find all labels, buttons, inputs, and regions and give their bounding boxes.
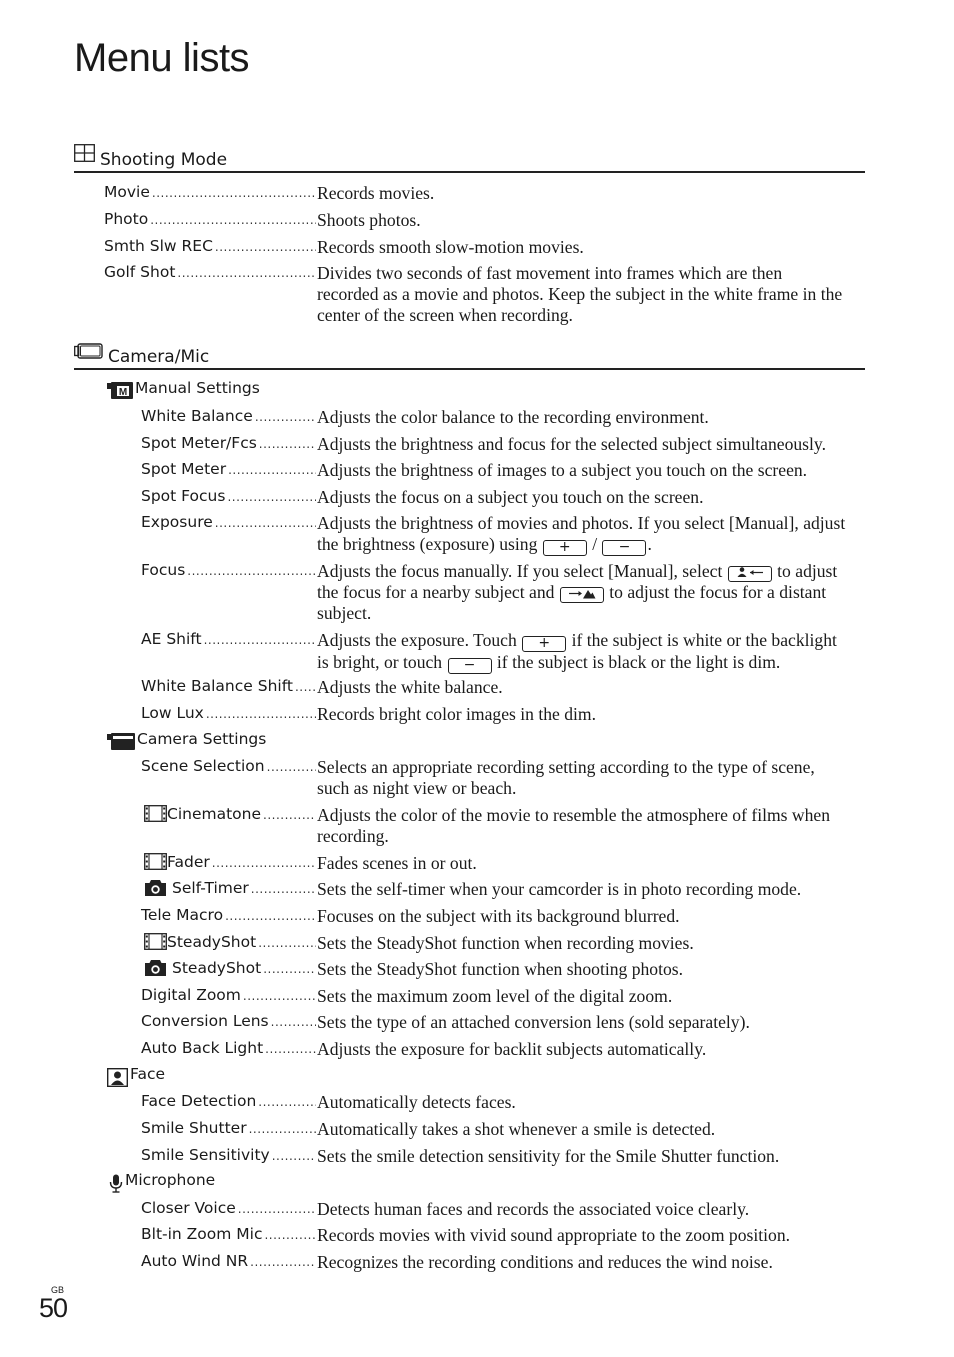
subheading-label: Manual Settings xyxy=(135,379,260,397)
menu-item-description: Sets the self-timer when your camcorder is in photo recording mode. xyxy=(317,879,802,899)
menu-item-term: SteadyShot xyxy=(167,933,257,951)
menu-item-term: Spot Meter/Fcs xyxy=(141,434,257,452)
face-icon xyxy=(107,1068,128,1091)
menu-item-term: Conversion Lens xyxy=(141,1012,269,1030)
menu-item-term: Tele Macro xyxy=(141,906,224,924)
camera-settings-icon xyxy=(107,733,135,754)
dot-leader xyxy=(258,1095,316,1109)
menu-item-term: Closer Voice xyxy=(141,1199,236,1217)
menu-item-description: Adjusts the brightness of movies and photos. If you select [Manual], adjust the brightness (exposure) using + / − . xyxy=(317,513,846,555)
menu-item-description: Sets the smile detection sensitivity for the Smile Shutter function. xyxy=(317,1146,780,1166)
menu-item-term: Golf Shot xyxy=(104,263,176,281)
menu-item-description: Adjusts the brightness of images to a subject you touch on the screen. xyxy=(317,460,808,480)
dot-leader xyxy=(206,707,316,721)
menu-item-description: Shoots photos. xyxy=(317,210,421,230)
subheading-label: Camera Settings xyxy=(137,730,267,748)
menu-item-description: Divides two seconds of fast movement into frames which are then recorded as a movie and photos. Keep the subject in the white frame in the center of the screen when recording. xyxy=(317,263,843,325)
svg-text:M: M xyxy=(118,387,128,398)
menu-item-term: Digital Zoom xyxy=(141,986,241,1004)
menu-item-term: Auto Wind NR xyxy=(141,1252,249,1270)
dot-leader xyxy=(238,1202,316,1216)
menu-item-description: Adjusts the focus manually. If you select [Manual], select to adjust the focus for a nearby subject and to adjust the focus for a distant subject. xyxy=(317,561,838,623)
dot-leader xyxy=(152,186,316,200)
dot-leader xyxy=(263,808,316,822)
menu-item-term: AE Shift xyxy=(141,630,202,648)
dot-leader xyxy=(259,437,316,451)
manual-settings-icon xyxy=(107,382,133,403)
dot-leader xyxy=(249,1122,316,1136)
dot-leader xyxy=(272,1149,316,1163)
dot-leader xyxy=(227,490,316,504)
dot-leader xyxy=(255,410,316,424)
section-heading-camera-mic xyxy=(74,344,865,370)
menu-item-term: Spot Focus xyxy=(141,487,226,505)
page-title: Menu lists xyxy=(74,36,250,80)
menu-item-term: Spot Meter xyxy=(141,460,227,478)
menu-item-description: Sets the SteadyShot function when shooting photos. xyxy=(317,959,684,979)
menu-item-description: Adjusts the focus on a subject you touch on the screen. xyxy=(317,487,704,507)
menu-item-description: Adjusts the white balance. xyxy=(317,677,503,697)
menu-item-term: Face Detection xyxy=(141,1092,257,1110)
near-focus-icon xyxy=(728,566,772,582)
menu-item-description: Sets the SteadyShot function when recording movies. xyxy=(317,933,694,953)
menu-item-term: Self-Timer xyxy=(172,879,249,897)
plus-button-icon: + xyxy=(543,540,587,556)
menu-item-term: Low Lux xyxy=(141,704,204,722)
menu-item-description: Records movies with vivid sound appropriate to the zoom position. xyxy=(317,1225,791,1245)
dot-leader xyxy=(258,936,316,950)
dot-leader xyxy=(212,856,316,870)
far-focus-icon xyxy=(560,587,604,603)
menu-item-description: Automatically detects faces. xyxy=(317,1092,516,1112)
menu-item-term: White Balance Shift xyxy=(141,677,293,695)
dot-leader xyxy=(215,516,316,530)
menu-item-term: Smth Slw REC xyxy=(104,237,213,255)
dot-leader xyxy=(267,760,316,774)
menu-item-term: Fader xyxy=(167,853,210,871)
menu-item-description: Adjusts the color balance to the recording environment. xyxy=(317,407,709,427)
menu-item-description: Adjusts the color of the movie to resemble the atmosphere of films when recording. xyxy=(317,805,831,846)
dot-leader xyxy=(265,1042,316,1056)
menu-item-description: Adjusts the exposure for backlit subjects automatically. xyxy=(317,1039,707,1059)
menu-item-description: Focuses on the subject with its background blurred. xyxy=(317,906,680,926)
shooting-mode-icon xyxy=(74,144,95,167)
menu-item-term: Movie xyxy=(104,183,150,201)
menu-item-description: Adjusts the exposure. Touch + if the subject is white or the backlight is bright, or touch − if the subject is black or the light is dim. xyxy=(317,630,837,673)
dot-leader xyxy=(295,680,316,694)
page-region-label: GB xyxy=(51,1285,65,1295)
menu-item-description: Fades scenes in or out. xyxy=(317,853,477,873)
menu-item-term: Smile Shutter xyxy=(141,1119,247,1137)
menu-item-term: Exposure xyxy=(141,513,213,531)
menu-item-term: Blt-in Zoom Mic xyxy=(141,1225,263,1243)
minus-button-icon: − xyxy=(448,658,492,674)
camcorder-icon xyxy=(74,343,103,364)
menu-item-term: Auto Back Light xyxy=(141,1039,264,1057)
menu-item-description: Records movies. xyxy=(317,183,435,203)
subheading-label: Microphone xyxy=(125,1171,216,1189)
microphone-icon xyxy=(109,1174,123,1197)
menu-item-description: Recognizes the recording conditions and reduces the wind noise. xyxy=(317,1252,773,1272)
dot-leader xyxy=(204,633,316,647)
menu-item-description: Automatically takes a shot whenever a smile is detected. xyxy=(317,1119,716,1139)
dot-leader xyxy=(251,882,316,896)
menu-item-description: Detects human faces and records the associated voice clearly. xyxy=(317,1199,750,1219)
section-heading-label: Camera/Mic xyxy=(108,347,210,367)
dot-leader xyxy=(225,909,316,923)
section-heading-shooting-mode xyxy=(74,147,865,173)
dot-leader xyxy=(271,1015,316,1029)
plus-button-icon: + xyxy=(522,636,566,652)
menu-item-term: White Balance xyxy=(141,407,253,425)
menu-item-description: Sets the maximum zoom level of the digital zoom. xyxy=(317,986,673,1006)
minus-button-icon: − xyxy=(602,540,646,556)
menu-item-term: Photo xyxy=(104,210,149,228)
page-number: 50 xyxy=(39,1293,68,1323)
dot-leader xyxy=(177,266,316,280)
dot-leader xyxy=(187,564,316,578)
dot-leader xyxy=(228,463,316,477)
menu-item-term: SteadyShot xyxy=(172,959,262,977)
menu-item-description: Records bright color images in the dim. xyxy=(317,704,597,724)
dot-leader xyxy=(250,1255,316,1269)
dot-leader xyxy=(215,240,316,254)
menu-item-description: Adjusts the brightness and focus for the selected subject simultaneously. xyxy=(317,434,826,454)
menu-item-term: Focus xyxy=(141,561,186,579)
menu-item-description: Sets the type of an attached conversion lens (sold separately). xyxy=(317,1012,750,1032)
subheading-label: Face xyxy=(130,1065,166,1083)
menu-item-term: Smile Sensitivity xyxy=(141,1146,270,1164)
menu-item-term: Cinematone xyxy=(167,805,262,823)
dot-leader xyxy=(263,962,316,976)
dot-leader xyxy=(150,213,316,227)
menu-item-description: Records smooth slow-motion movies. xyxy=(317,237,584,257)
dot-leader xyxy=(243,989,316,1003)
menu-item-term: Scene Selection xyxy=(141,757,265,775)
section-heading-label: Shooting Mode xyxy=(100,150,228,170)
dot-leader xyxy=(264,1228,316,1242)
menu-item-description: Selects an appropriate recording setting according to the type of scene, such as night view or beach. xyxy=(317,757,815,798)
